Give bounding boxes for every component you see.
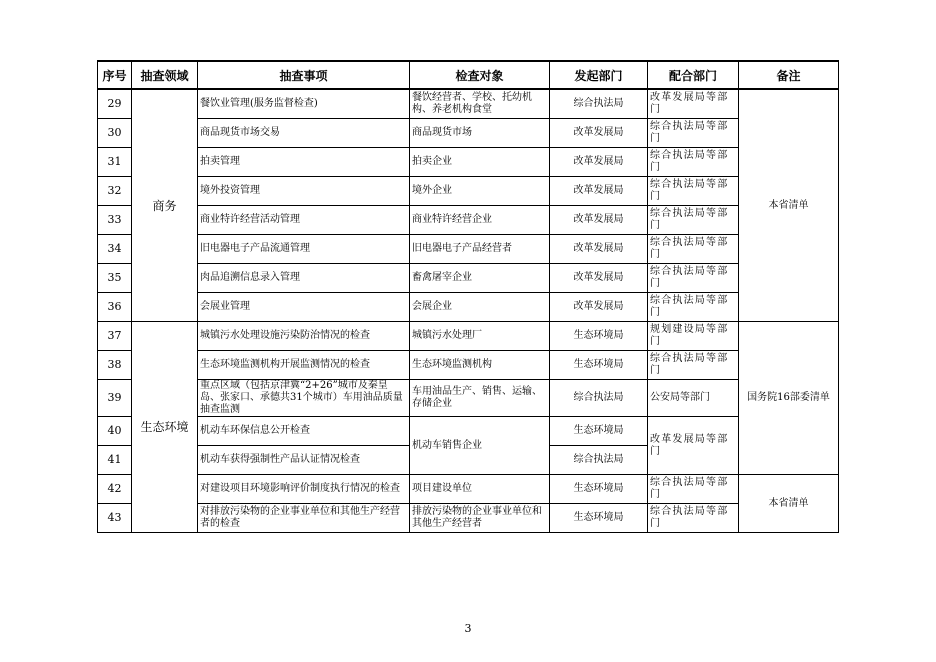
- row-dept: 改革发展局: [550, 119, 648, 148]
- table-row: [98, 148, 839, 177]
- row-partner: 综合执法局等部门: [648, 177, 739, 206]
- table-row: [98, 89, 839, 119]
- row-target: 餐饮经营者、学校、托幼机构、养老机构食堂: [410, 89, 550, 119]
- row-target: 车用油品生产、销售、运输、存储企业: [410, 380, 550, 417]
- row-dept: 生态环境局: [550, 417, 648, 446]
- row-item: 肉品追溯信息录入管理: [198, 264, 410, 293]
- row-target: 生态环境监测机构: [410, 351, 550, 380]
- row-item: 重点区域（包括京津冀“2+26”城市及秦皇岛、张家口、承德共31个城市）车用油品质量抽查监测: [198, 380, 410, 417]
- row-partner: 综合执法局等部门: [648, 235, 739, 264]
- row-no: 40: [98, 417, 132, 446]
- row-item: 机动车获得强制性产品认证情况检查: [198, 446, 410, 475]
- col-header-item: 抽查事项: [198, 61, 410, 89]
- row-item: 机动车环保信息公开检查: [198, 417, 410, 446]
- row-target: 会展企业: [410, 293, 550, 322]
- row-no: 41: [98, 446, 132, 475]
- row-partner: 改革发展局等部门: [648, 417, 739, 475]
- row-item: 对建设项目环境影响评价制度执行情况的检查: [198, 475, 410, 504]
- row-target: 项目建设单位: [410, 475, 550, 504]
- row-no: 37: [98, 322, 132, 351]
- table-row: [98, 206, 839, 235]
- row-no: 36: [98, 293, 132, 322]
- row-partner: 综合执法局等部门: [648, 475, 739, 504]
- row-no: 43: [98, 504, 132, 533]
- row-target: 拍卖企业: [410, 148, 550, 177]
- row-partner: 综合执法局等部门: [648, 148, 739, 177]
- row-target: 城镇污水处理厂: [410, 322, 550, 351]
- row-dept: 生态环境局: [550, 475, 648, 504]
- row-target: 机动车销售企业: [410, 417, 550, 475]
- note-cell-state: 国务院16部委清单: [739, 322, 839, 475]
- col-header-domain: 抽查领域: [132, 61, 198, 89]
- inspection-table: [97, 60, 839, 533]
- table-row: [98, 475, 839, 504]
- row-dept: 改革发展局: [550, 293, 648, 322]
- row-no: 31: [98, 148, 132, 177]
- row-no: 35: [98, 264, 132, 293]
- row-dept: 生态环境局: [550, 504, 648, 533]
- row-no: 29: [98, 89, 132, 119]
- row-partner: 规划建设局等部门: [648, 322, 739, 351]
- row-item: 拍卖管理: [198, 148, 410, 177]
- row-partner: 公安局等部门: [648, 380, 739, 417]
- note-cell-provincial: 本省清单: [739, 475, 839, 533]
- row-partner: 改革发展局等部门: [648, 89, 739, 119]
- row-item: 城镇污水处理设施污染防治情况的检查: [198, 322, 410, 351]
- row-item: 境外投资管理: [198, 177, 410, 206]
- row-dept: 生态环境局: [550, 322, 648, 351]
- col-header-target: 检查对象: [410, 61, 550, 89]
- row-target: 排放污染物的企业事业单位和其他生产经营者: [410, 504, 550, 533]
- table-row: [98, 322, 839, 351]
- row-dept: 改革发展局: [550, 177, 648, 206]
- col-header-no: 序号: [98, 61, 132, 89]
- row-no: 33: [98, 206, 132, 235]
- domain-cell-eco: 生态环境: [132, 322, 198, 533]
- row-target: 商品现货市场: [410, 119, 550, 148]
- header-row: [98, 61, 839, 89]
- row-target: 境外企业: [410, 177, 550, 206]
- note-cell-provincial: 本省清单: [739, 89, 839, 322]
- domain-cell-commerce: 商务: [132, 89, 198, 322]
- row-no: 32: [98, 177, 132, 206]
- table-row: [98, 293, 839, 322]
- row-partner: 综合执法局等部门: [648, 206, 739, 235]
- row-item: 商品现货市场交易: [198, 119, 410, 148]
- table-row: [98, 235, 839, 264]
- row-dept: 改革发展局: [550, 206, 648, 235]
- row-partner: 综合执法局等部门: [648, 293, 739, 322]
- row-item: 商业特许经营活动管理: [198, 206, 410, 235]
- row-target: 旧电器电子产品经营者: [410, 235, 550, 264]
- row-dept: 生态环境局: [550, 351, 648, 380]
- row-no: 42: [98, 475, 132, 504]
- row-dept: 改革发展局: [550, 235, 648, 264]
- table-row: [98, 504, 839, 533]
- col-header-partner: 配合部门: [648, 61, 739, 89]
- row-dept: 改革发展局: [550, 148, 648, 177]
- row-no: 30: [98, 119, 132, 148]
- col-header-dept: 发起部门: [550, 61, 648, 89]
- table-row: [98, 351, 839, 380]
- row-item: 对排放污染物的企业事业单位和其他生产经营者的检查: [198, 504, 410, 533]
- row-partner: 综合执法局等部门: [648, 504, 739, 533]
- row-partner: 综合执法局等部门: [648, 351, 739, 380]
- row-partner: 综合执法局等部门: [648, 264, 739, 293]
- row-dept: 改革发展局: [550, 264, 648, 293]
- row-target: 商业特许经营企业: [410, 206, 550, 235]
- page-number: 3: [464, 622, 472, 635]
- table-row: [98, 380, 839, 417]
- table-row: [98, 417, 839, 446]
- table-row: [98, 119, 839, 148]
- col-header-note: 备注: [739, 61, 839, 89]
- row-target: 畜禽屠宰企业: [410, 264, 550, 293]
- row-item: 旧电器电子产品流通管理: [198, 235, 410, 264]
- row-no: 38: [98, 351, 132, 380]
- table-row: [98, 264, 839, 293]
- row-dept: 综合执法局: [550, 446, 648, 475]
- row-partner: 综合执法局等部门: [648, 119, 739, 148]
- row-item: 生态环境监测机构开展监测情况的检查: [198, 351, 410, 380]
- row-dept: 综合执法局: [550, 89, 648, 119]
- row-item: 餐饮业管理(服务监督检查): [198, 89, 410, 119]
- row-no: 39: [98, 380, 132, 417]
- table-row: [98, 177, 839, 206]
- row-no: 34: [98, 235, 132, 264]
- row-dept: 综合执法局: [550, 380, 648, 417]
- row-item: 会展业管理: [198, 293, 410, 322]
